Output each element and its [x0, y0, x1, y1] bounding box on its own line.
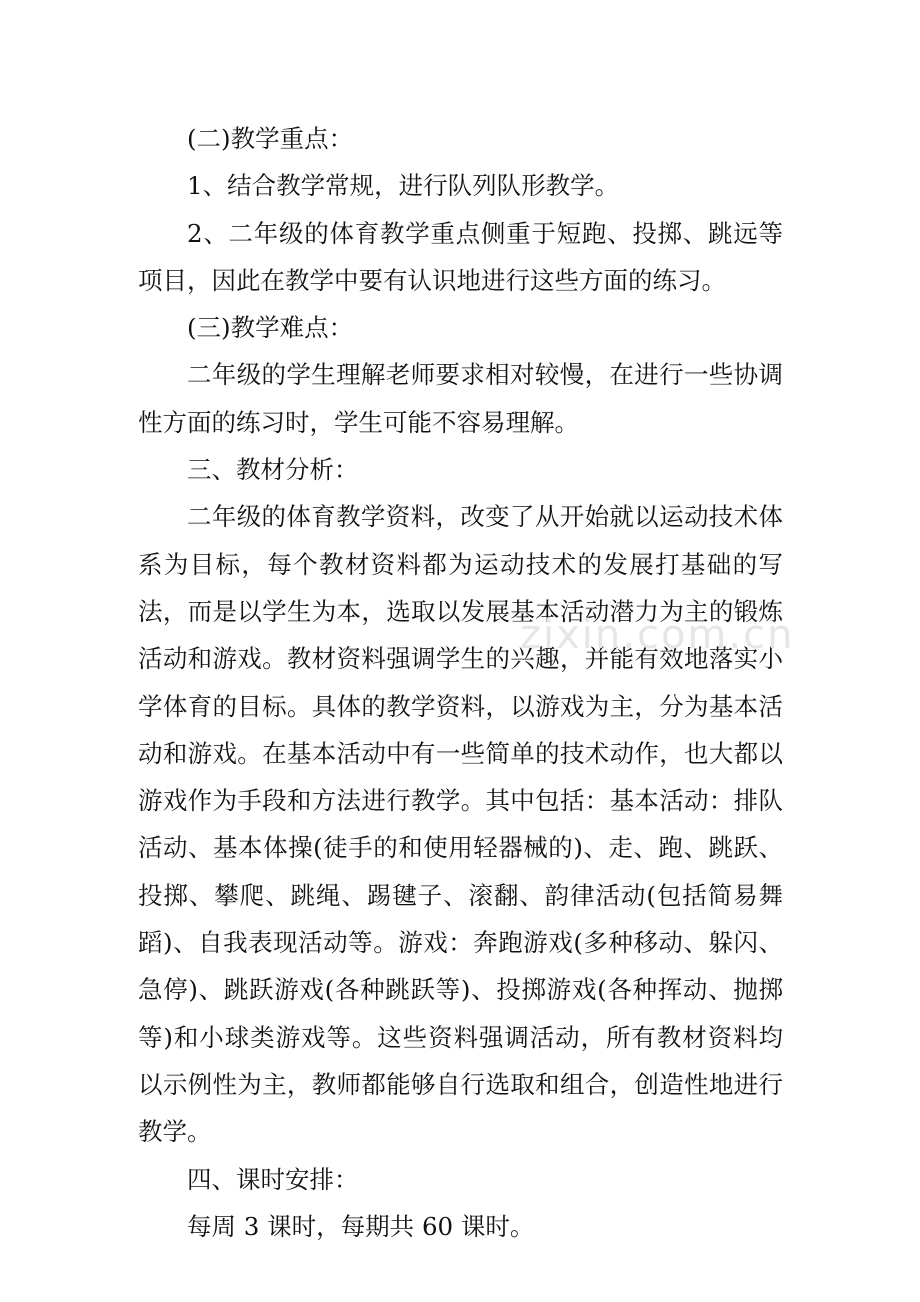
paragraph-class-schedule: 每周 3 课时，每期共 60 课时。: [187, 1211, 535, 1241]
paragraph-focus-1: 1、结合教学常规，进行队列队形教学。: [187, 171, 620, 201]
paragraph-material-analysis: 二年级的体育教学资料，改变了从开始就以运动技术体系为目标，每个教材资料都为运动技术的发展打基础的写法，而是以学生为本，选取以发展基本活动潜力为主的锻炼活动和游戏。教材资料强调学生的兴趣，并能有效地落实小学体育的目标。具体的教学资料，以游戏为主，分为基本活动和游戏。在基本活动中有一些简单的技术动作，也大都以游戏作为手段和方法进行教学。其中包括：基本活动：排队活动、基本体操(徒手的和使用轻器械的)、走、跑、跳跃、投掷、攀爬、跳绳、踢毽子、滚翻、韵律活动(包括简易舞蹈)、自我表现活动等。游戏：奔跑游戏(多种移动、躲闪、急停)、跳跃游戏(各种跳跃等)、投掷游戏(各种挥动、抛掷等)和小球类游戏等。这些资料强调活动，所有教材资料均以示例性为主，教师都能够自行选取和组合，创造性地进行教学。: [138, 502, 783, 1147]
document-body: [138, 115, 783, 1250]
heading-teaching-difficulty: (三)教学难点：: [187, 313, 354, 343]
watermark: zixin.com.cn: [520, 612, 795, 658]
paragraph-difficulty: 二年级的学生理解老师要求相对较慢，在进行一些协调性方面的练习时，学生可能不容易理解。: [138, 360, 783, 437]
heading-material-analysis: 三、教材分析：: [187, 455, 359, 485]
heading-teaching-focus: (二)教学重点：: [187, 124, 354, 153]
heading-class-schedule: 四、课时安排：: [187, 1164, 359, 1194]
paragraph-focus-2: 2、二年级的体育教学重点侧重于短跑、投掷、跳远等项目，因此在教学中要有认识地进行这些方面的练习。: [138, 218, 783, 295]
